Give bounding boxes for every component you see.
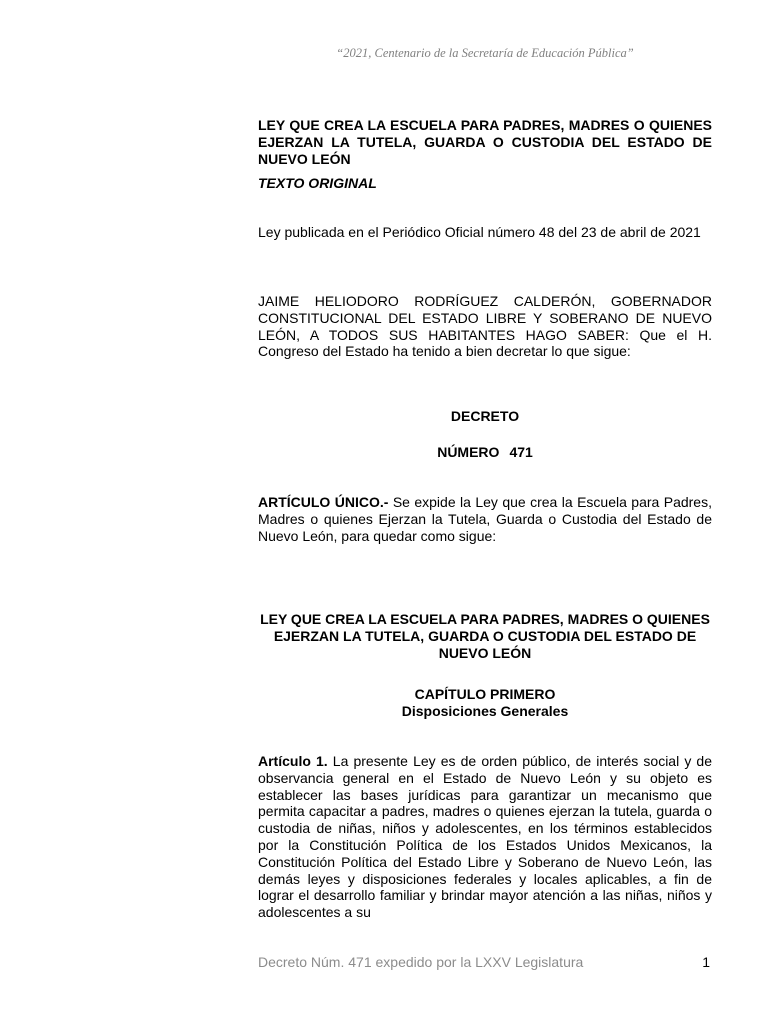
numero-value: 471 xyxy=(509,444,533,460)
chapter-title: CAPÍTULO PRIMERO xyxy=(414,686,556,702)
decreto-heading: DECRETO xyxy=(450,408,520,424)
numero-heading xyxy=(258,444,712,461)
article-1-text: La presente Ley es de orden público, de interés social y de observancia general en el Estado de Nuevo León y su objeto es establecer las bases jurídicas para garantizar un mecanismo que permita capacitar a padres, madres o quienes ejerzan la tutela, guarda o custodia de niñas, niños y adolescentes, en los términos establecidos por la Constitución Política de los Estados Unidos Mexicanos, la Constitución Política del Estado Libre y Soberano de Nuevo León, las demás leyes y disposiciones federales y locales aplicables, a fin de lograr el desarrollo familiar y brindar mayor atención a las niñas, niños y adolescentes a su xyxy=(258,753,712,921)
articulo-unico-text: Se expide la Ley que crea la Escuela para Padres, Madres o quienes Ejerzan la Tutela, Guarda o Custodia del Estado de Nuevo León, para quedar como sigue: xyxy=(258,494,712,544)
numero-label: NÚMERO xyxy=(437,444,500,460)
law-title: LEY QUE CREA LA ESCUELA PARA PADRES, MADRES O QUIENES EJERZAN LA TUTELA, GUARDA O CUSTODIA DEL ESTADO DE NUEVO LEÓN xyxy=(258,117,712,167)
articulo-unico-label: ARTÍCULO ÚNICO.- xyxy=(258,494,389,510)
chapter-subtitle: Disposiciones Generales xyxy=(401,703,569,719)
texto-original-label: TEXTO ORIGINAL xyxy=(258,175,377,191)
article-1-label: Artículo 1. xyxy=(258,753,328,769)
footer-decree-note: Decreto Núm. 471 expedido por la LXXV Legislatura xyxy=(258,954,584,970)
preamble-paragraph: JAIME HELIODORO RODRÍGUEZ CALDERÓN, GOBERNADOR CONSTITUCIONAL DEL ESTADO LIBRE Y SOBERANO DE NUEVO LEÓN, A TODOS SUS HABITANTES HAGO SABER: Que el H. Congreso del Estado ha tenido a bien decretar lo que sigue: xyxy=(258,293,712,360)
articulo-unico-paragraph xyxy=(258,494,712,544)
publication-note: Ley publicada en el Periódico Oficial número 48 del 23 de abril de 2021 xyxy=(258,224,701,240)
header-centenary-note: “2021, Centenario de la Secretaría de Educación Pública” xyxy=(336,46,634,60)
law-title-repeated: LEY QUE CREA LA ESCUELA PARA PADRES, MADRES O QUIENES EJERZAN LA TUTELA, GUARDA O CUSTODIA DEL ESTADO DE NUEVO LEÓN xyxy=(260,611,710,661)
page-number: 1 xyxy=(702,954,710,970)
article-1-paragraph xyxy=(258,753,712,921)
